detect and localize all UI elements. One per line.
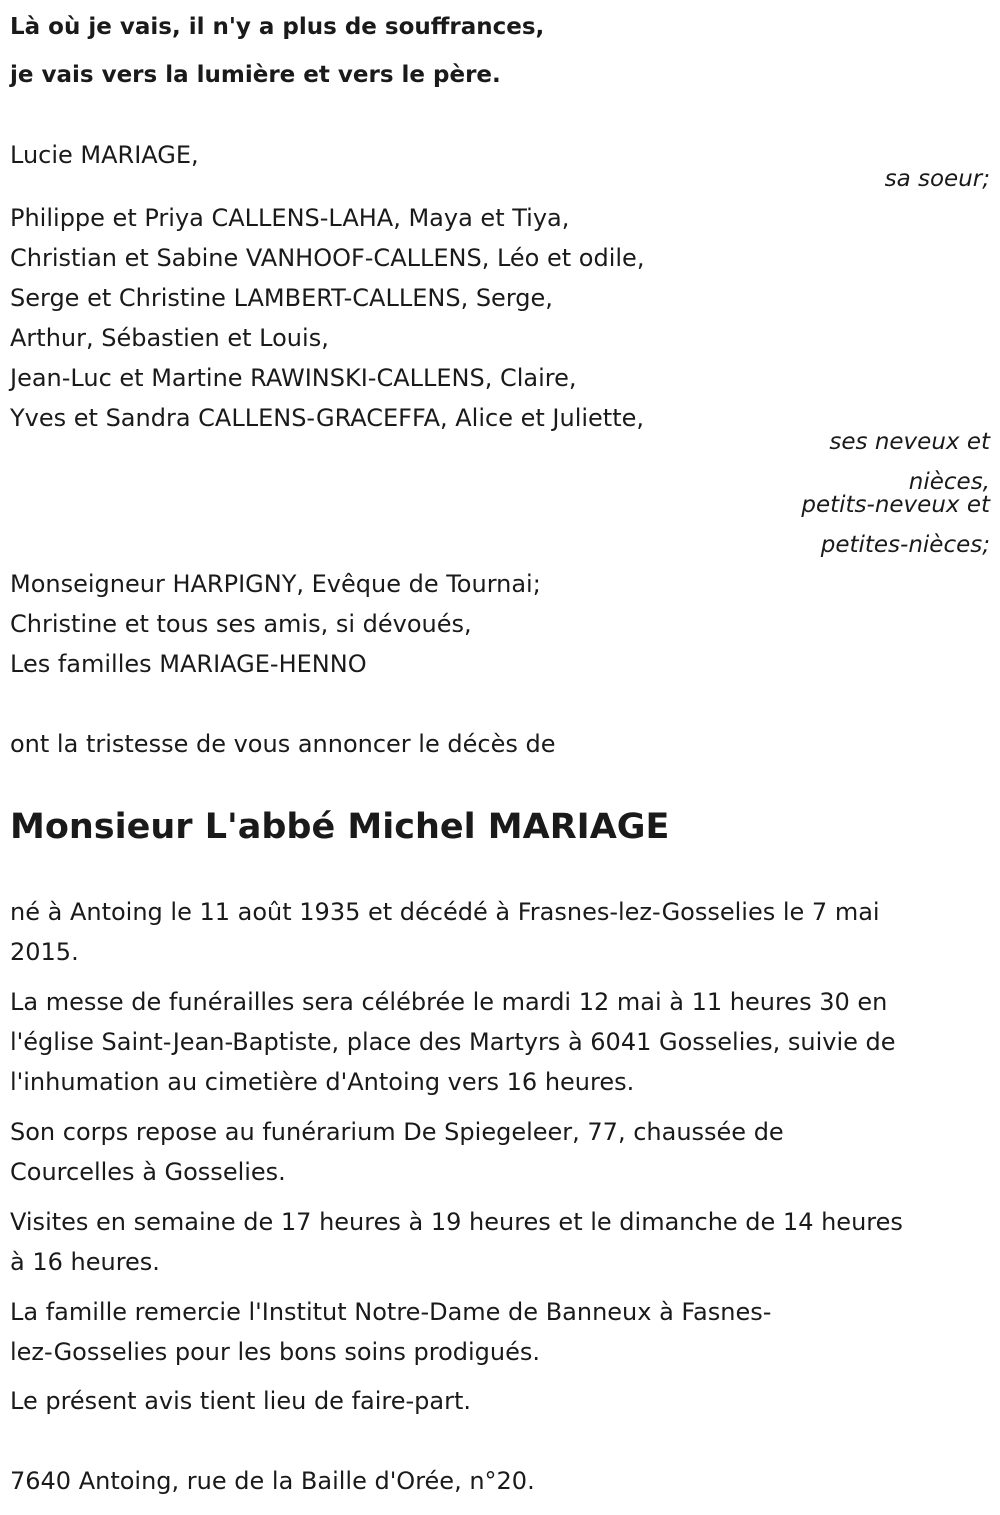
other-mourner-line: Monseigneur HARPIGNY, Evêque de Tournai; bbox=[10, 570, 541, 598]
grand-relation-line-2: petites-nièces; bbox=[820, 532, 990, 558]
nephew-line: Philippe et Priya CALLENS-LAHA, Maya et Tiya, bbox=[10, 204, 570, 232]
quote-line-2: je vais vers la lumière et vers le père. bbox=[10, 62, 501, 88]
nephews-relation-line-1: ses neveux et bbox=[829, 429, 990, 455]
funeral-mass-line-2: l'église Saint-Jean-Baptiste, place des Martyrs à 6041 Gosselies, suivie de bbox=[10, 1028, 896, 1056]
birth-death-line-1: né à Antoing le 11 août 1935 et décédé à Frasnes-lez-Gosselies le 7 mai bbox=[10, 898, 880, 926]
nephew-line: Yves et Sandra CALLENS-GRACEFFA, Alice et Juliette, bbox=[10, 404, 645, 432]
birth-death-line-2: 2015. bbox=[10, 938, 79, 966]
other-mourner-line: Les familles MARIAGE-HENNO bbox=[10, 650, 367, 678]
thanks-line-1: La famille remercie l'Institut Notre-Dame de Banneux à Fasnes- bbox=[10, 1298, 772, 1326]
funeral-mass-line-1: La messe de funérailles sera célébrée le mardi 12 mai à 11 heures 30 en bbox=[10, 988, 888, 1016]
announcement-text: ont la tristesse de vous annoncer le décès de bbox=[10, 730, 556, 758]
nephew-line: Jean-Luc et Martine RAWINSKI-CALLENS, Claire, bbox=[10, 364, 577, 392]
nephew-line: Arthur, Sébastien et Louis, bbox=[10, 324, 329, 352]
other-mourner-line: Christine et tous ses amis, si dévoués, bbox=[10, 610, 472, 638]
nephews-relation-line-2: nièces, bbox=[908, 469, 990, 495]
body-rest-line-1: Son corps repose au funérarium De Spiegeleer, 77, chaussée de bbox=[10, 1118, 784, 1146]
grand-relation-line-1: petits-neveux et bbox=[801, 492, 990, 518]
visits-line-2: à 16 heures. bbox=[10, 1248, 160, 1276]
address: 7640 Antoing, rue de la Baille d'Orée, n°20. bbox=[10, 1467, 535, 1495]
deceased-name: Monsieur L'abbé Michel MARIAGE bbox=[10, 807, 670, 847]
visits-line-1: Visites en semaine de 17 heures à 19 heures et le dimanche de 14 heures bbox=[10, 1208, 903, 1236]
nephew-line: Christian et Sabine VANHOOF-CALLENS, Léo et odile, bbox=[10, 244, 645, 272]
nephew-line: Serge et Christine LAMBERT-CALLENS, Serge, bbox=[10, 284, 553, 312]
funeral-mass-line-3: l'inhumation au cimetière d'Antoing vers 16 heures. bbox=[10, 1068, 635, 1096]
thanks-line-2: lez-Gosselies pour les bons soins prodigués. bbox=[10, 1338, 541, 1366]
quote-line-1: Là où je vais, il n'y a plus de souffrances, bbox=[10, 14, 545, 40]
sister-name: Lucie MARIAGE, bbox=[10, 141, 199, 169]
body-rest-line-2: Courcelles à Gosselies. bbox=[10, 1158, 286, 1186]
sister-relation: sa soeur; bbox=[884, 166, 990, 192]
notice-text: Le présent avis tient lieu de faire-part. bbox=[10, 1387, 472, 1415]
